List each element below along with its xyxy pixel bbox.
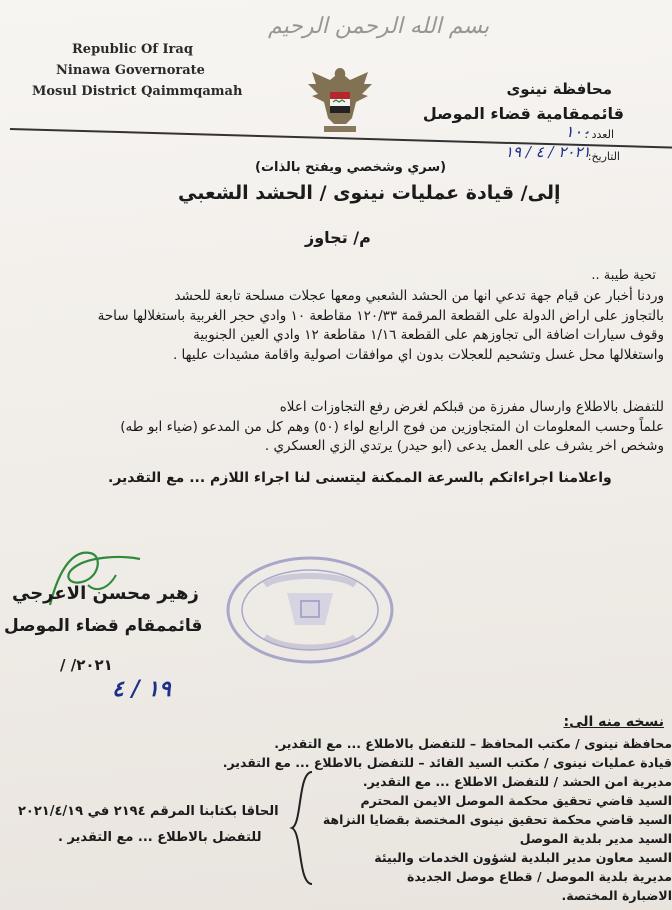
signatory-name: زهير محسن الاعرجي <box>12 583 199 604</box>
copy-item: محافظة نينوى / مكتب المحافظ – للتفضل بالاطلاع ... مع التقدير. <box>274 736 672 751</box>
iraq-eagle-emblem-icon <box>300 62 380 142</box>
side-note-remark: للتفضل بالاطلاع ... مع التقدير . <box>58 830 262 845</box>
paragraph-2-line: للتفضل بالاطلاع وارسال مفرزة من قبلكم لغرض رفع التجاوزات اعلاه <box>279 399 664 415</box>
subject-line: م/ تجاوز <box>305 228 371 247</box>
number-value: ١٠٠ <box>565 122 591 141</box>
signatory-title: قائممقام قضاء الموصل <box>4 616 203 636</box>
header-line-district: Mosul District Qaimmqamah <box>32 84 243 99</box>
paragraph-2-line: وشخص اخر يشرف على العمل يدعى (ابو حيدر) يرتدي الزي العسكري . <box>264 438 664 455</box>
closing-line: واعلامنا اجراءاتكم بالسرعة الممكنة ليتسنى لنا اجراء اللازم ... مع التقدير. <box>108 470 612 486</box>
copy-item: قيادة عمليات نينوى / مكتب السيد القائد – للتفضل بالاطلاع ... مع التقدير. <box>222 755 672 770</box>
grouping-brace-icon <box>288 768 316 888</box>
paragraph-1-line: وردنا أخبار عن قيام جهة تدعي انها من الحشد الشعبي ومعها عجلات مسلحة تابعة للحشد <box>174 288 664 304</box>
date-label: التاريخ: <box>587 150 620 163</box>
recipient-line: إلى/ قيادة عمليات نينوى / الحشد الشعبي <box>178 182 561 204</box>
signature-date-handwritten: ١٩ / ٤ <box>112 676 171 702</box>
header-district-ar: قائممقامية قضاء الموصل <box>422 104 624 123</box>
copy-item: مديرية امن الحشد / للتفضل الاطلاع ... مع التقدير. <box>362 774 672 789</box>
copy-item: السيد مدير بلدية الموصل <box>519 831 672 846</box>
header-governorate-ar: محافظة نينوى <box>506 80 612 98</box>
copy-item: مديرية بلدية الموصل / قطاع موصل الجديدة <box>406 869 672 884</box>
paragraph-1-line: وقوف سيارات اضافة الى تجاوزهم على القطعة ١/١٦ مقاطعة ١٢ وادي العين الجنوبية <box>193 327 664 344</box>
copies-list <box>222 734 672 905</box>
header-line-republic: Republic Of Iraq <box>72 42 193 57</box>
copy-item: السيد قاضي تحقيق محكمة الموصل الايمن المحترم <box>360 793 672 808</box>
paragraph-2-line: علماً وحسب المعلومات ان المتجاوزين من فوج الرابع لواء (٥٠) وهم كل من المدعو (ضياء ابو طه) <box>120 418 664 435</box>
signature-date-printed: ٢٠٢١/ / <box>60 656 113 674</box>
copy-item: السيد معاون مدير البلدية لشؤون الخدمات والبيئة <box>374 850 672 865</box>
body-paragraph-2 <box>4 398 664 457</box>
paragraph-1-line: واستغلالها محل غسل وتشحيم للعجلات بدون اي موافقات اصولية واقامة مشيدات عليها . <box>172 346 664 363</box>
side-note-reference: الحاقا بكتابنا المرقم ٢١٩٤ في ٢٠٢١/٤/١٩ <box>18 804 279 819</box>
header-line-governorate: Ninawa Governorate <box>56 63 205 78</box>
classification-label: (سري وشخصي ويفتح بالذات) <box>255 160 447 175</box>
body-paragraph-1 <box>4 287 664 365</box>
copy-item: الاضبارة المختصة. <box>561 888 672 903</box>
official-stamp-icon <box>225 555 395 665</box>
number-label: العدد : <box>584 128 614 141</box>
handwritten-signature <box>30 545 150 615</box>
copies-heading: نسخه منه الى: <box>563 714 664 730</box>
greeting: تحية طيبة .. <box>591 268 656 283</box>
header-english <box>32 42 243 99</box>
basmala: بسم الله الرحمن الرحيم <box>268 14 490 39</box>
paragraph-1-line: بالتجاوز على اراض الدولة على القطعة المرقمة ١٢٠/٣٣ مقاطعة ١٠ وادي حجر الغربية باستغلالها ساحة <box>97 307 664 324</box>
date-value: ٢٠٢١ / ٤ / ١٩ <box>505 143 591 161</box>
copy-item: السيد قاضي محكمة تحقيق نينوى المختصة بقضايا النزاهة <box>322 812 672 827</box>
